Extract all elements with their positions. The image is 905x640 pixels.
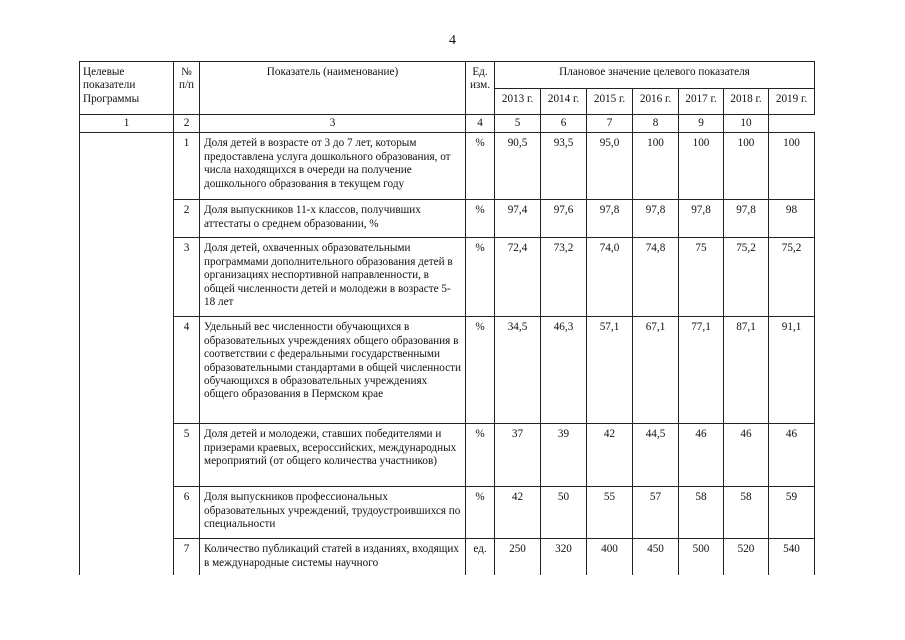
programme-cell — [80, 133, 174, 575]
value-cell: 97,6 — [541, 200, 587, 238]
value-cell: 57 — [633, 487, 679, 539]
indicator-name: Удельный вес численности обучающихся в образовательных учреждениях общего образования в соответствии с федеральными государственными образовательными стандартами в общей численности обучающихся в образовательных учреждениях общего образования в Пермском крае — [200, 317, 466, 424]
value-cell: 44,5 — [633, 424, 679, 487]
value-cell: 39 — [541, 424, 587, 487]
table-row — [80, 238, 815, 317]
value-cell: 74,8 — [633, 238, 679, 317]
value-cell: 97,8 — [633, 200, 679, 238]
value-cell: 93,5 — [541, 133, 587, 200]
page-number: 4 — [449, 33, 456, 48]
value-cell: 74,0 — [587, 238, 633, 317]
value-cell: 500 — [679, 539, 724, 575]
value-cell: 73,2 — [541, 238, 587, 317]
unit-cell: % — [466, 133, 495, 200]
value-cell: 59 — [769, 487, 815, 539]
value-cell: 67,1 — [633, 317, 679, 424]
indicator-name: Доля детей и молодежи, ставших победителями и призерами краевых, всероссийских, международных мероприятий (от общего количества участников) — [200, 424, 466, 487]
value-cell: 450 — [633, 539, 679, 575]
column-number: 10 — [724, 115, 769, 133]
row-number: 7 — [174, 539, 200, 575]
value-cell: 98 — [769, 200, 815, 238]
value-cell: 77,1 — [679, 317, 724, 424]
indicator-name: Доля детей в возрасте от 3 до 7 лет, которым предоставлена услуга дошкольного образования, от числа находящихся в очереди на получение дошкольного образования в текущем году — [200, 133, 466, 200]
value-cell: 100 — [724, 133, 769, 200]
table-row — [80, 133, 815, 200]
unit-cell: % — [466, 317, 495, 424]
header-programme: Целевые показатели Программы — [80, 62, 174, 115]
table-row — [80, 539, 815, 575]
value-cell: 58 — [724, 487, 769, 539]
unit-cell: % — [466, 487, 495, 539]
value-cell: 97,8 — [679, 200, 724, 238]
column-number: 9 — [679, 115, 724, 133]
row-number: 2 — [174, 200, 200, 238]
value-cell: 72,4 — [495, 238, 541, 317]
value-cell: 42 — [587, 424, 633, 487]
value-cell: 42 — [495, 487, 541, 539]
column-number-row — [80, 115, 815, 133]
table-row — [80, 487, 815, 539]
value-cell: 34,5 — [495, 317, 541, 424]
indicator-name: Доля выпускников профессиональных образовательных учреждений, трудоустроившихся по специальности — [200, 487, 466, 539]
unit-cell: % — [466, 424, 495, 487]
header-year: 2016 г. — [633, 89, 679, 115]
column-number: 8 — [633, 115, 679, 133]
unit-cell: ед. — [466, 539, 495, 575]
indicator-name: Доля детей, охваченных образовательными программами дополнительного образования детей в организациях неспортивной направленности, в общей численности детей и молодежи в возрасте 5-18 лет — [200, 238, 466, 317]
row-number: 4 — [174, 317, 200, 424]
value-cell: 75 — [679, 238, 724, 317]
value-cell: 250 — [495, 539, 541, 575]
value-cell: 58 — [679, 487, 724, 539]
value-cell: 540 — [769, 539, 815, 575]
unit-cell: % — [466, 200, 495, 238]
column-number: 4 — [466, 115, 495, 133]
header-row-1 — [80, 62, 815, 89]
value-cell: 55 — [587, 487, 633, 539]
value-cell: 46,3 — [541, 317, 587, 424]
table-row — [80, 424, 815, 487]
row-number: 1 — [174, 133, 200, 200]
value-cell: 37 — [495, 424, 541, 487]
value-cell: 50 — [541, 487, 587, 539]
value-cell: 46 — [769, 424, 815, 487]
value-cell: 46 — [724, 424, 769, 487]
value-cell: 100 — [679, 133, 724, 200]
value-cell: 90,5 — [495, 133, 541, 200]
header-year: 2014 г. — [541, 89, 587, 115]
value-cell: 320 — [541, 539, 587, 575]
table-row — [80, 200, 815, 238]
row-number: 5 — [174, 424, 200, 487]
value-cell: 97,4 — [495, 200, 541, 238]
unit-cell: % — [466, 238, 495, 317]
header-unit: Ед. изм. — [466, 62, 495, 115]
header-indicator: Показатель (наименование) — [200, 62, 466, 115]
value-cell: 97,8 — [587, 200, 633, 238]
header-no: № п/п — [174, 62, 200, 115]
value-cell: 75,2 — [724, 238, 769, 317]
column-number: 2 — [174, 115, 200, 133]
header-year: 2018 г. — [724, 89, 769, 115]
header-planned-value: Плановое значение целевого показателя — [495, 62, 815, 89]
column-number: 3 — [200, 115, 466, 133]
value-cell: 97,8 — [724, 200, 769, 238]
value-cell: 520 — [724, 539, 769, 575]
value-cell: 46 — [679, 424, 724, 487]
value-cell: 100 — [633, 133, 679, 200]
column-number: 5 — [495, 115, 541, 133]
header-year: 2013 г. — [495, 89, 541, 115]
row-number: 3 — [174, 238, 200, 317]
value-cell: 400 — [587, 539, 633, 575]
value-cell: 75,2 — [769, 238, 815, 317]
table-row — [80, 317, 815, 424]
indicator-name: Количество публикаций статей в изданиях, входящих в международные системы научного — [200, 539, 466, 575]
indicator-name: Доля выпускников 11-х классов, получивших аттестаты о среднем образовании, % — [200, 200, 466, 238]
value-cell: 91,1 — [769, 317, 815, 424]
column-number: 6 — [541, 115, 587, 133]
value-cell: 87,1 — [724, 317, 769, 424]
value-cell: 57,1 — [587, 317, 633, 424]
header-year: 2019 г. — [769, 89, 815, 115]
row-number: 6 — [174, 487, 200, 539]
header-year: 2017 г. — [679, 89, 724, 115]
value-cell: 100 — [769, 133, 815, 200]
value-cell: 95,0 — [587, 133, 633, 200]
column-number: 1 — [80, 115, 174, 133]
column-number: 7 — [587, 115, 633, 133]
header-year: 2015 г. — [587, 89, 633, 115]
indicators-table — [79, 61, 815, 575]
